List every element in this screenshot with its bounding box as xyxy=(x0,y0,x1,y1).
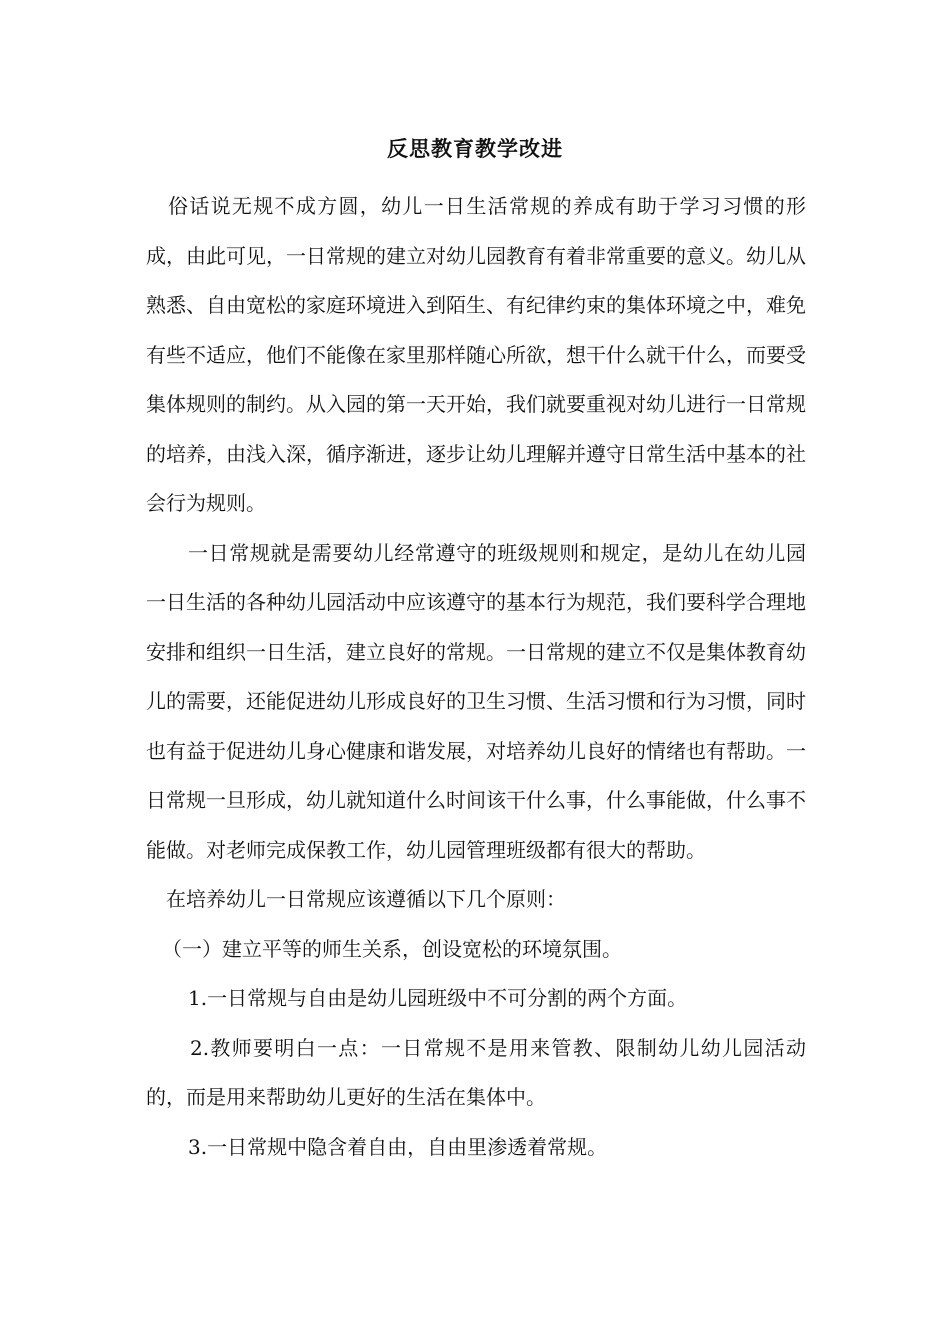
paragraph-intro: 俗话说无规不成方圆，幼儿一日生活常规的养成有助于学习习惯的形成，由此可见，一日常规的建立对幼儿园教育有着非常重要的意义。幼儿从熟悉、自由宽松的家庭环境进入到陌生、有纪律约束的集体环境之中，难免有些不适应，他们不能像在家里那样随心所欲，想干什么就干什么，而要受集体规则的制约。从入园的第一天开始，我们就要重视对幼儿进行一日常规的培养，由浅入深，循序渐进，逐步让幼儿理解并遵守日常生活中基本的社会行为规则。 xyxy=(146,194,806,515)
paragraph-item-1: 1.一日常规与自由是幼儿园班级中不可分割的两个方面。 xyxy=(188,986,688,1010)
paragraph-definition: 一日常规就是需要幼儿经常遵守的班级规则和规定，是幼儿在幼儿园一日生活的各种幼儿园活动中应该遵守的基本行为规范，我们要科学合理地安排和组织一日生活，建立良好的常规。一日常规的建立不仅是集体教育幼儿的需要，还能促进幼儿形成良好的卫生习惯、生活习惯和行为习惯，同时也有益于促进幼儿身心健康和谐发展，对培养幼儿良好的情绪也有帮助。一日常规一旦形成，幼儿就知道什么时间该干什么事，什么事能做，什么事不能做。对老师完成保教工作，幼儿园管理班级都有很大的帮助。 xyxy=(146,540,806,862)
paragraph-item-3: 3.一日常规中隐含着自由，自由里渗透着常规。 xyxy=(188,1134,608,1159)
paragraph-principles-lead: 在培养幼儿一日常规应该遵循以下几个原则： xyxy=(166,887,566,911)
paragraph-section-one-heading: （一）建立平等的师生关系，创设宽松的环境氛围。 xyxy=(162,936,622,961)
document-body xyxy=(146,182,806,1172)
document-title: 反思教育教学改进 xyxy=(387,136,563,161)
paragraph-item-2: 2.教师要明白一点：一日常规不是用来管教、限制幼儿幼儿园活动的，而是用来帮助幼儿更好的生活在集体中。 xyxy=(146,1035,806,1109)
